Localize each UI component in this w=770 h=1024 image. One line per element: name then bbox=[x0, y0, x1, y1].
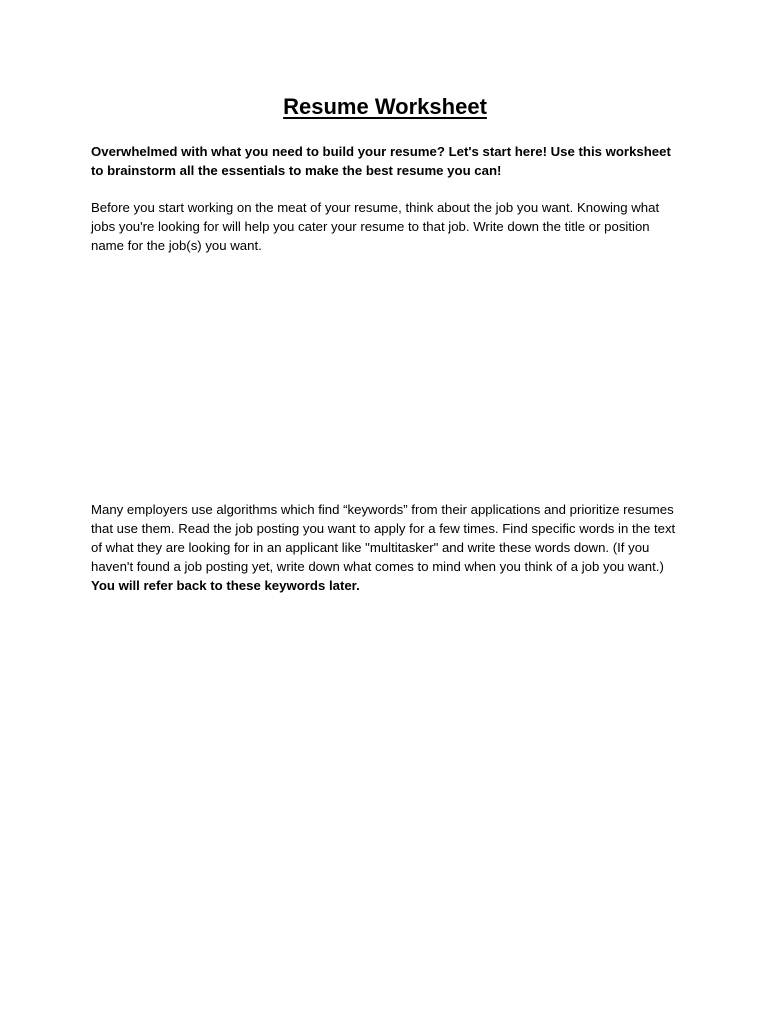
keywords-prompt bbox=[91, 500, 681, 595]
intro-paragraph: Overwhelmed with what you need to build your resume? Let's start here! Use this worksheet to brainstorm all the essentials to make the best resume you can! bbox=[91, 144, 671, 178]
job-title-answer-area[interactable] bbox=[91, 260, 681, 490]
keywords-answer-area[interactable] bbox=[91, 600, 681, 980]
keywords-prompt-text: Many employers use algorithms which find “keywords” from their applications and prioritize resumes that use them. Read the job posting you want to apply for a few times. Find specific words in the text of what they are looking for in an applicant like "multitasker" and write these words down. (If you haven't found a job posting yet, write down what comes to mind when you think of a job you want.) bbox=[91, 502, 676, 574]
keywords-emphasis: You will refer back to these keywords later. bbox=[91, 578, 360, 593]
job-title-prompt: Before you start working on the meat of your resume, think about the job you want. Knowing what jobs you're looking for will help you cater your resume to that job. Write down the title or position name for the job(s) you want. bbox=[91, 200, 660, 253]
page-title: Resume Worksheet bbox=[283, 94, 487, 119]
